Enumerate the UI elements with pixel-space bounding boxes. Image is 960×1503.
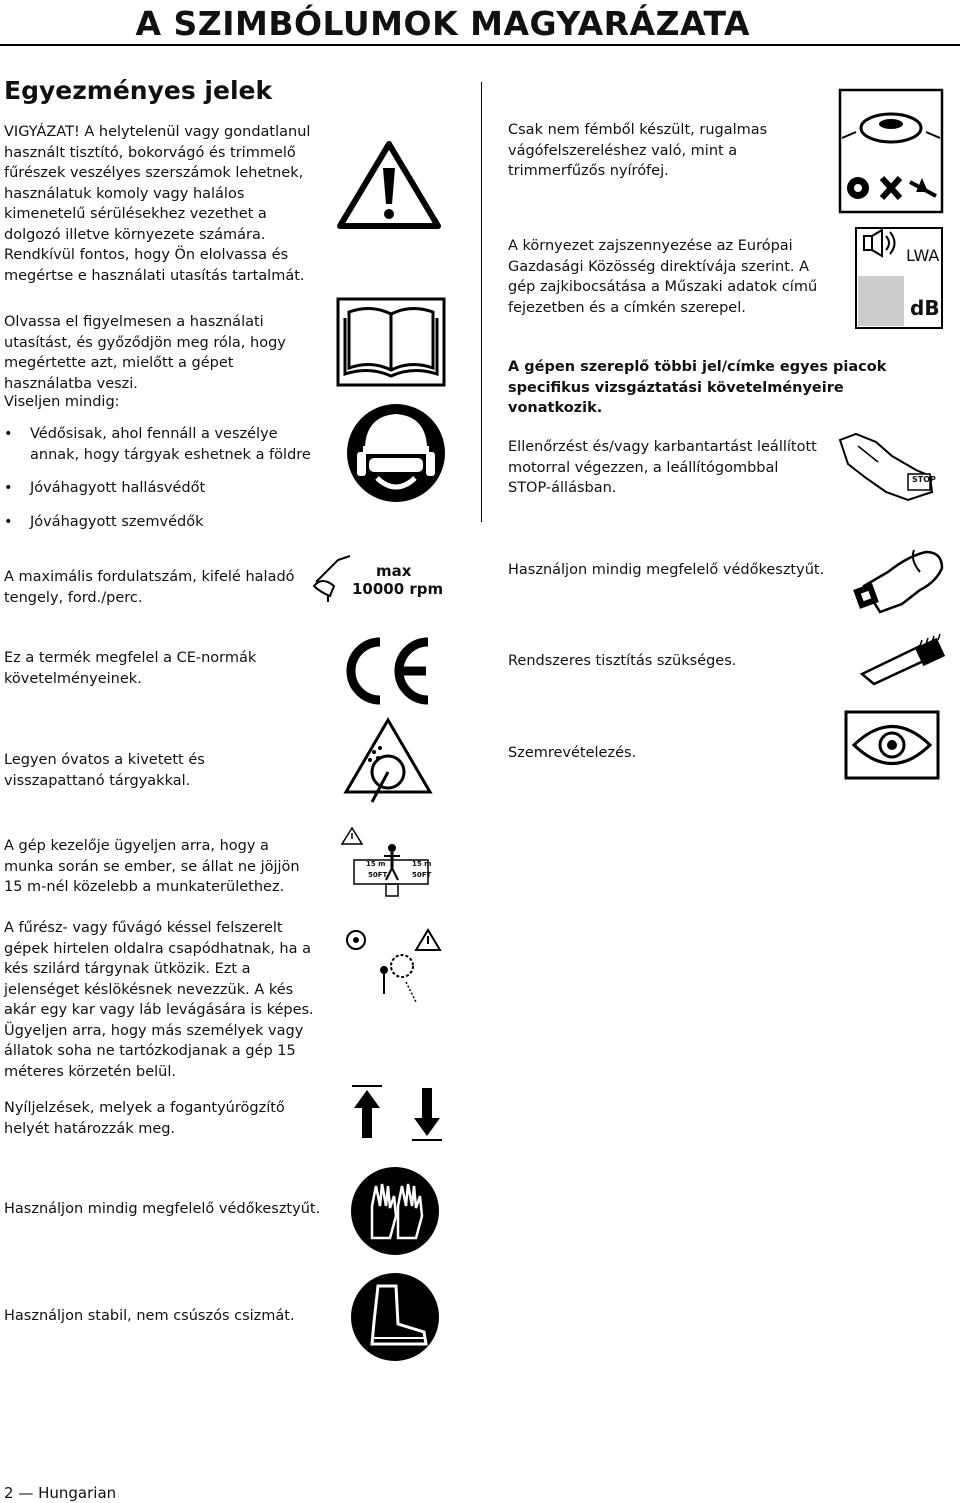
read-manual-text: Olvassa el figyelmesen a használati utasítást, és győződjön meg róla, hogy megértette azt, mielőtt a gépet használatba veszi. [4,314,286,392]
kickback-text: A fűrész- vagy fűvágó késsel felszerelt gépek hirtelen oldalra csapódhatnak, ha a kés szilárd tárgynak ütközik. Ezt a jelenséget késlökésnek nevezzük. A kés akár egy kar vagy láb levágására is képes. Ügyeljen arra, hogy más személyek vagy állatok soha ne tartózkodjanak a gép 15 méteres körzetén belül. [4,920,314,1080]
eye-inspection-icon [844,710,940,780]
column-divider [481,82,482,522]
stop-label: STOP [912,475,936,484]
gloves-text-left: Használjon mindig megfelelő védőkesztyűt. [4,1201,321,1217]
db-label: dB [910,296,940,320]
ce-mark-icon [338,634,434,708]
trimmer-head-text: Csak nem fémből készült, rugalmas vágófelszereléshez való, mint a trimmerfűzős nyírófej. [508,122,768,179]
footer-language: Hungarian [38,1484,117,1502]
wear-always-label: Viseljen mindig: [4,394,120,410]
section-title: Egyezményes jelek [4,76,273,105]
cleaning-brush-icon [860,638,946,686]
thrown-objects-icon [342,716,434,804]
warning-triangle-icon [336,140,442,230]
gloves-icon [350,1166,440,1256]
distance-left-ft: 50FT [368,871,388,879]
arrows-icon [350,1084,446,1142]
stop-text: Ellenőrzést és/vagy karbantartást leállított motorral végezzen, a leállítógombbal STOP-állásban. [508,439,817,496]
max-label: max [376,562,412,580]
max-speed-text: A maximális fordulatszám, kifelé haladó tengely, ford./perc. [4,569,295,606]
stop-switch-icon [836,430,936,504]
rpm-label: 10000 rpm [352,580,444,598]
cleaning-text: Rendszeres tisztítás szükséges. [508,653,737,669]
boots-text: Használjon stabil, nem csúszós csizmát. [4,1308,295,1324]
markets-text: A gépen szereplő többi jel/címke egyes piacok specifikus vizsgáztatási követelményeire vonatkozik. [508,359,887,416]
page-footer [4,1484,116,1502]
list-item: • Védősisak, ahol fennáll a veszélye annak, hogy tárgyak eshetnek a földre [4,424,324,465]
protective-gear-icon [345,402,447,504]
safety-distance-text: A gép kezelője ügyeljen arra, hogy a munka során se ember, se állat ne jöjjön 15 m-nél közelebb a munkaterülethez. [4,838,300,895]
page-number: 2 [4,1484,14,1502]
noise-text: A környezet zajszennyezése az Európai Gazdasági Közösség direktívája szerint. A gép zajkibocsátása a Műszaki adatok című fejezetben és a címkén szerepel. [508,238,818,316]
trimmer-head-icon [838,88,944,214]
distance-right-ft: 50FT [412,871,432,879]
kickback-icon [344,926,444,1006]
list-item: • Jóváhagyott hallásvédőt [4,478,324,499]
manual-book-icon [335,296,447,388]
warning-text: VIGYÁZAT! A helytelenül vagy gondatlanul használt tisztító, bokorvágó és trimmelő fűrészek veszélyes szerszámok lehetnek, használatuk komoly vagy halálos kimenetelű sérülésekhez vezethet a dolgozó illetve környezete számára. Rendkívül fontos, hogy Ön elolvassa és megértse e használati utasítás tartalmát. [4,124,311,284]
inspection-text: Szemrevételezés. [508,745,637,761]
boots-icon [350,1272,440,1362]
footer-dash: — [18,1484,39,1502]
ppe-list [4,424,324,545]
thrown-objects-text: Legyen óvatos a kivetett és visszapattanó tárgyakkal. [4,752,205,789]
page-title: A SZIMBÓLUMOK MAGYARÁZATA [135,4,750,43]
gloves-text-right: Használjon mindig megfelelő védőkesztyűt. [508,562,825,578]
distance-left-m: 15 m [366,860,386,868]
title-divider [0,44,960,46]
arrows-text: Nyíljelzések, melyek a fogantyúrögzítő helyét határozzák meg. [4,1100,285,1137]
distance-right-m: 15 m [412,860,432,868]
lwa-label: LWA [906,246,940,265]
glove-icon [850,542,946,618]
list-item: • Jóváhagyott szemvédők [4,512,324,533]
ce-text: Ez a termék megfelel a CE-normák követelményeinek. [4,650,257,687]
